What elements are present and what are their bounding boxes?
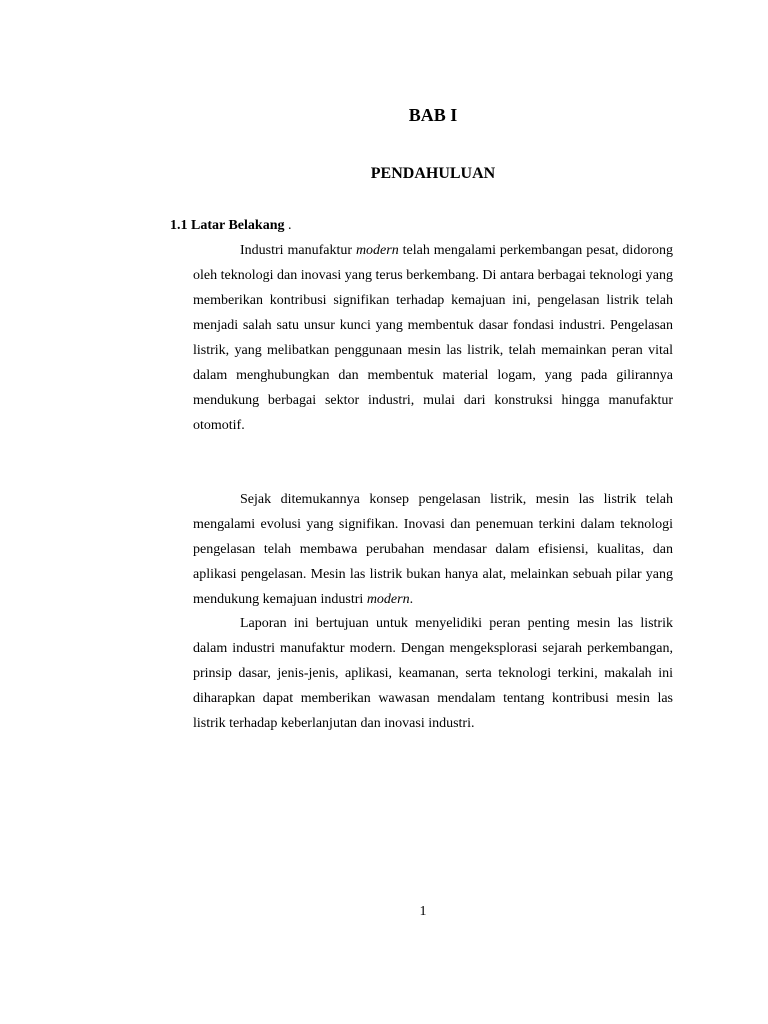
paragraph-1-text-a: Industri manufaktur: [240, 243, 356, 258]
paragraph-1: [193, 238, 673, 438]
section-heading-text: 1.1 Latar Belakang: [170, 218, 285, 233]
paragraph-2-text-a: Sejak ditemukannya konsep pengelasan listrik, mesin las listrik telah mengalami evolusi yang signifikan. Inovasi dan penemuan terkini dalam teknologi pengelasan telah membawa perubahan mendasar dalam efisiensi, kualitas, dan aplikasi pengelasan. Mesin las listrik bukan hanya alat, melainkan sebuah pilar yang mendukung kemajuan industri: [193, 492, 673, 607]
section-heading-trailing: .: [284, 218, 292, 233]
paragraph-3: [193, 611, 673, 736]
paragraph-2-text-b: .: [409, 592, 414, 607]
paragraph-1-emphasis: modern: [355, 243, 399, 258]
chapter-number: BAB I: [408, 105, 458, 125]
paragraph-1-text-b: telah mengalami perkembangan pesat, didorong oleh teknologi dan inovasi yang terus berkembang. Di antara berbagai teknologi yang memberikan kontribusi signifikan terhadap kemajuan ini, pengelasan listrik telah menjadi salah satu unsur kunci yang membentuk dasar fondasi industri. Pengelasan listrik, yang melibatkan penggunaan mesin las listrik, telah memainkan peran vital dalam menghubungkan dan membentuk material logam, yang pada gilirannya mendukung berbagai sektor industri, mulai dari konstruksi hingga manufaktur otomotif.: [193, 243, 673, 433]
paragraph-2-emphasis: modern: [366, 592, 410, 607]
section-heading: [170, 216, 291, 236]
chapter-title: PENDAHULUAN: [370, 165, 496, 182]
paragraph-3-text: Laporan ini bertujuan untuk menyelidiki peran penting mesin las listrik dalam industri manufaktur modern. Dengan mengeksplorasi sejarah perkembangan, prinsip dasar, jenis-jenis, aplikasi, keamanan, serta teknologi terkini, makalah ini diharapkan dapat memberikan wawasan mendalam tentang kontribusi mesin las listrik terhadap keberlanjutan dan inovasi industri.: [193, 616, 673, 731]
page-number: 1: [419, 904, 427, 919]
paragraph-2: [193, 487, 673, 612]
